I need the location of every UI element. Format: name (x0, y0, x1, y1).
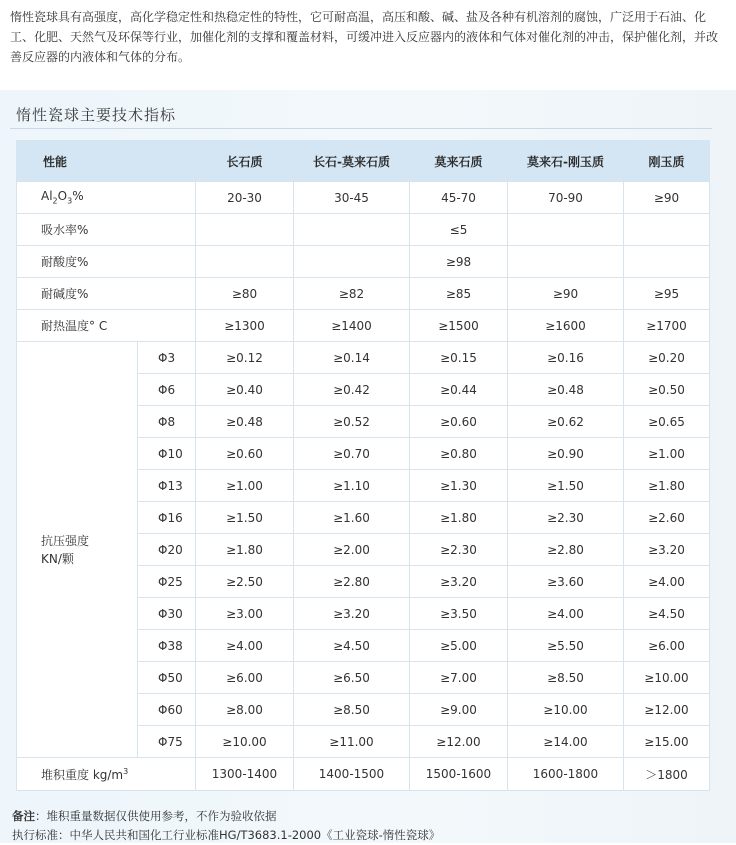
table-cell: ≥98 (410, 246, 508, 278)
table-cell: ≥8.00 (196, 694, 294, 726)
table-cell: ≥1.00 (196, 470, 294, 502)
table-cell (508, 246, 624, 278)
table-cell: ≥5.00 (410, 630, 508, 662)
table-cell: 1400-1500 (294, 758, 410, 791)
table-cell: ≥11.00 (294, 726, 410, 758)
table-cell: ≥95 (624, 278, 710, 310)
table-cell: ＞1800 (624, 758, 710, 791)
note-line: 备注：堆积重量数据仅供使用参考，不作为验收依据 (12, 809, 277, 823)
header-corundum: 刚玉质 (624, 141, 710, 182)
table-cell: ≥2.50 (196, 566, 294, 598)
table-cell: ≥90 (624, 182, 710, 214)
table-cell: ≥4.00 (196, 630, 294, 662)
table-row-strength (17, 342, 710, 374)
table-cell: ≥6.00 (624, 630, 710, 662)
table-cell (508, 214, 624, 246)
table-row-bulk-density (17, 758, 710, 791)
row-label-al2o3: $Al_2O_3\%$ (17, 182, 196, 214)
table-cell: ≥80 (196, 278, 294, 310)
table-cell: ≥0.50 (624, 374, 710, 406)
table-cell: ≥0.70 (294, 438, 410, 470)
table-cell: ≥0.62 (508, 406, 624, 438)
table-cell: ≥1.50 (508, 470, 624, 502)
size-cell: Φ3 (138, 342, 196, 374)
table-cell: ≥15.00 (624, 726, 710, 758)
row-label-bulk-density: 堆积重度 $kg/m^3$ (17, 758, 196, 791)
table-row-heat-resistance (17, 310, 710, 342)
table-cell: ≥0.16 (508, 342, 624, 374)
table-cell: ≥3.50 (410, 598, 508, 630)
table-cell: ≥2.30 (410, 534, 508, 566)
standard-line: 执行标准：中华人民共和国化工行业标准HG/T3683.1-2000《工业瓷球-惰性瓷球》 (12, 828, 441, 842)
table-cell: ≥6.00 (196, 662, 294, 694)
header-property: 性能 (17, 141, 196, 182)
table-cell: ≥1400 (294, 310, 410, 342)
table-cell: ≥0.52 (294, 406, 410, 438)
title-divider (10, 128, 712, 129)
table-cell: ≥0.48 (508, 374, 624, 406)
table-cell: ≥3.60 (508, 566, 624, 598)
row-label-heat-resistance: 耐热温度° C (17, 310, 196, 342)
table-cell: 20-30 (196, 182, 294, 214)
size-cell: Φ60 (138, 694, 196, 726)
table-cell: ≥2.60 (624, 502, 710, 534)
table-cell: ≥0.12 (196, 342, 294, 374)
table-row-acid-resistance (17, 246, 710, 278)
header-mullite: 莫来石质 (410, 141, 508, 182)
table-cell: ≥1500 (410, 310, 508, 342)
spec-panel (0, 90, 736, 843)
table-cell: ≥1.00 (624, 438, 710, 470)
table-cell (196, 214, 294, 246)
table-cell (294, 214, 410, 246)
table-cell: ≥8.50 (294, 694, 410, 726)
table-cell: ≥3.20 (294, 598, 410, 630)
row-label-acid-resistance: 耐酸度% (17, 246, 196, 278)
table-cell (624, 246, 710, 278)
table-cell: ≥0.90 (508, 438, 624, 470)
table-cell: ≥0.20 (624, 342, 710, 374)
table-cell: ≥10.00 (624, 662, 710, 694)
size-cell: Φ16 (138, 502, 196, 534)
size-cell: Φ75 (138, 726, 196, 758)
table-cell: ≥10.00 (196, 726, 294, 758)
table-cell: ≥2.00 (294, 534, 410, 566)
size-cell: Φ30 (138, 598, 196, 630)
table-cell: ≥8.50 (508, 662, 624, 694)
table-cell: ≥7.00 (410, 662, 508, 694)
table-cell: ≥1.50 (196, 502, 294, 534)
table-cell: ≥1600 (508, 310, 624, 342)
table-cell: ≥90 (508, 278, 624, 310)
table-cell: ≤5 (410, 214, 508, 246)
table-row-alkali-resistance (17, 278, 710, 310)
table-row-water-absorption (17, 214, 710, 246)
table-cell: ≥1.80 (410, 502, 508, 534)
size-cell: Φ6 (138, 374, 196, 406)
table-cell: ≥0.42 (294, 374, 410, 406)
table-cell: ≥12.00 (410, 726, 508, 758)
table-cell: ≥2.30 (508, 502, 624, 534)
table-cell: ≥4.00 (508, 598, 624, 630)
table-cell: ≥1300 (196, 310, 294, 342)
table-cell: ≥0.15 (410, 342, 508, 374)
table-cell: 45-70 (410, 182, 508, 214)
table-cell: ≥0.60 (410, 406, 508, 438)
table-cell: 30-45 (294, 182, 410, 214)
size-cell: Φ20 (138, 534, 196, 566)
table-cell: ≥4.50 (294, 630, 410, 662)
table-cell: 1600-1800 (508, 758, 624, 791)
row-label-compressive-strength: 抗压强度 KN/颗 (17, 342, 138, 758)
table-cell: ≥10.00 (508, 694, 624, 726)
size-cell: Φ38 (138, 630, 196, 662)
table-cell: ≥0.48 (196, 406, 294, 438)
table-cell: ≥1.80 (196, 534, 294, 566)
table-cell: ≥0.80 (410, 438, 508, 470)
table-cell: ≥1.10 (294, 470, 410, 502)
table-cell: ≥4.00 (624, 566, 710, 598)
spec-table (16, 140, 710, 791)
table-cell: ≥6.50 (294, 662, 410, 694)
table-cell: ≥1.30 (410, 470, 508, 502)
table-cell (294, 246, 410, 278)
size-cell: Φ10 (138, 438, 196, 470)
table-cell (624, 214, 710, 246)
table-cell: ≥1.60 (294, 502, 410, 534)
table-cell: ≥0.60 (196, 438, 294, 470)
table-cell: ≥0.65 (624, 406, 710, 438)
table-cell: ≥3.00 (196, 598, 294, 630)
header-mullite-corundum: 莫来石-刚玉质 (508, 141, 624, 182)
row-label-water-absorption: 吸水率% (17, 214, 196, 246)
row-label-alkali-resistance: 耐碱度% (17, 278, 196, 310)
table-cell: ≥14.00 (508, 726, 624, 758)
table-cell: 1300-1400 (196, 758, 294, 791)
table-cell: 70-90 (508, 182, 624, 214)
table-cell: ≥0.44 (410, 374, 508, 406)
notes-block (12, 807, 440, 845)
table-header-row (17, 141, 710, 182)
intro-paragraph: 惰性瓷球具有高强度，高化学稳定性和热稳定性的特性，它可耐高温，高压和酸、碱、盐及各种有机溶剂的腐蚀，广泛用于石油、化工、化肥、天然气及环保等行业，加催化剂的支撑和覆盖材料，可缓冲进入反应器内的液体和气体对催化剂的冲击，保护催化剂，并改善反应器的内液体和气体的分布。 (10, 10, 719, 64)
table-cell: ≥0.40 (196, 374, 294, 406)
size-cell: Φ13 (138, 470, 196, 502)
section-title: 惰性瓷球主要技术指标 (16, 106, 177, 124)
header-feldspar: 长石质 (196, 141, 294, 182)
table-cell: ≥82 (294, 278, 410, 310)
table-cell: ≥4.50 (624, 598, 710, 630)
table-cell (196, 246, 294, 278)
table-cell: ≥3.20 (624, 534, 710, 566)
size-cell: Φ50 (138, 662, 196, 694)
table-cell: ≥1700 (624, 310, 710, 342)
table-cell: ≥1.80 (624, 470, 710, 502)
table-cell: ≥5.50 (508, 630, 624, 662)
size-cell: Φ8 (138, 406, 196, 438)
table-cell: ≥9.00 (410, 694, 508, 726)
table-row-al2o3 (17, 182, 710, 214)
table-cell: ≥12.00 (624, 694, 710, 726)
table-cell: ≥2.80 (508, 534, 624, 566)
size-cell: Φ25 (138, 566, 196, 598)
table-cell: ≥2.80 (294, 566, 410, 598)
table-cell: ≥0.14 (294, 342, 410, 374)
header-feldspar-mullite: 长石-莫来石质 (294, 141, 410, 182)
table-cell: ≥85 (410, 278, 508, 310)
table-cell: ≥3.20 (410, 566, 508, 598)
table-cell: 1500-1600 (410, 758, 508, 791)
